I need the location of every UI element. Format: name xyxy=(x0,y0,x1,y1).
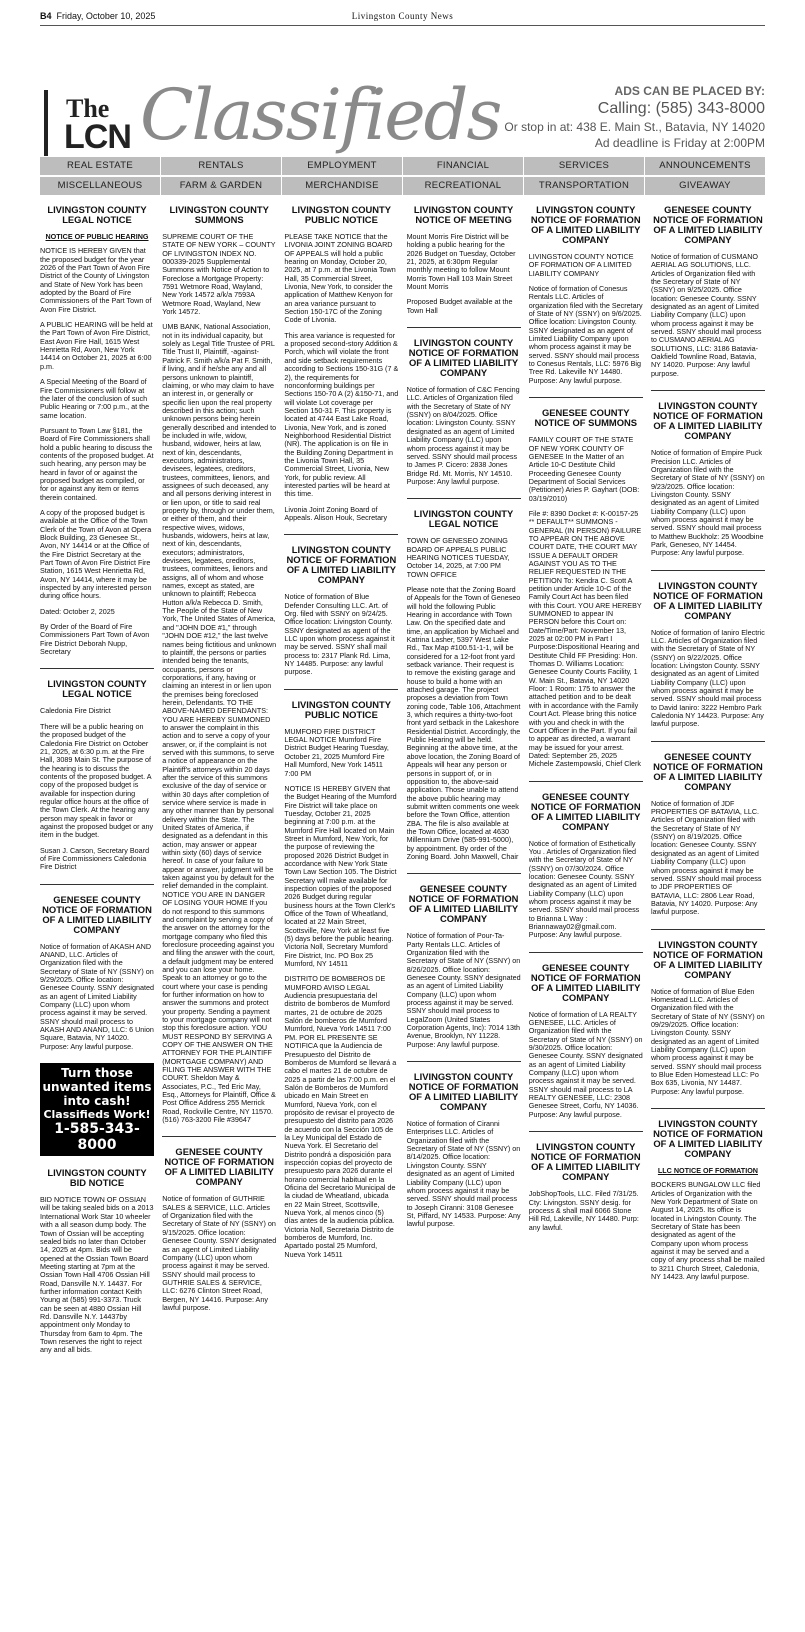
notice-paragraph: Notice of formation of Blue Defender Consulting LLC. Art. of Org. filed with SSNY on 9/24/25. Office location: Livingston County. SSNY designated as agent of the LLC upon whom process against it may be served. SSNY shall mail process to: 2317 Plank Rd. Lima, NY 14485. Purpose: any lawful purpose. xyxy=(284,592,395,677)
category-tab[interactable]: FINANCIAL xyxy=(403,157,524,175)
notice-title: LIVINGSTON COUNTY NOTICE OF MEETING xyxy=(413,205,514,225)
notice-paragraph: Notice of formation of GUTHRIE SALES & SERVICE, LLC. Articles of Organization filed with the Secretary of State of NY (SSNY) on 9/15/2025. Office location: Genesee County. SSNY designated as an agent of Limited Liability Company (LLC) upon whom process against it may be served. SSNY should mail process to GUTHRIE SALES & SERVICE, LLC: 6276 Clinton Street Road, Bergen, NY 14416. Purpose: Any lawful purpose. xyxy=(162,1194,277,1312)
notice-title: LIVINGSTON COUNTY BID NOTICE xyxy=(47,1167,147,1189)
divider xyxy=(284,689,398,690)
notice-paragraph: Notice of formation of AKASH AND ANAND, LLC. Articles of Organization filed with the Secretary of State of NY (SSNY) on 9/29/2025. Office location: Genesee County. SSNY designated as an agent of Limited Liability Company (LLC) upon whom process against it may be served. SSNY should mail process to AKASH AND ANAND, LLC: 6 Union Square, Batavia, NY 14020. Purpose: Any lawful purpose. xyxy=(40,941,154,1051)
legal-notice xyxy=(40,1168,154,1355)
issue-date: Friday, October 10, 2025 xyxy=(56,11,156,21)
notice-paragraph: Mount Morris Fire District will be holding a public hearing for the 2026 Budget on Tuesday, October 21, 2025, at 6:30pm Regular monthly meeting to follow Mount Morris Town Hall 103 Main Street Mount Morris xyxy=(406,232,516,292)
notice-title: LIVINGSTON COUNTY NOTICE OF FORMATION OF A LIMITED LIABILITY COMPANY xyxy=(408,337,519,379)
category-tab[interactable]: EMPLOYMENT xyxy=(282,157,403,175)
notice-paragraph: Caledonia Fire District xyxy=(40,706,111,716)
legal-notice xyxy=(40,679,154,871)
legal-notice xyxy=(651,1119,765,1281)
masthead xyxy=(40,72,765,162)
notice-paragraph: This area variance is requested for a proposed second-story Addition & Porch, which will violate the front and side setback requirements according to Sections 150-31G (7 & 2), the requirements for nonconforming buildings per Sections 150-70 A (2) &150-71, and will violate Lot coverage per Section 150-31 F. This property is located at 4744 East Lake Road, Livonia, New York, and is zoned Neighborhood Residential District (NR). The application is on file in the Building Zoning Department in the Livonia Town Hall, 35 Commercial Street, Livonia, New York, for public review. All interested parties will be heard at this time. xyxy=(284,330,399,499)
column-4 xyxy=(407,205,521,1625)
column-5 xyxy=(529,205,643,1625)
notice-paragraph: There will be a public hearing on the proposed budget of the Caledonia Fire District on October 21, 2025, at 6:30 p.m. at the Fire Hall, 3089 Main St. The purpose of the hearing is to discuss the contents of the proposed budget. A copy of the proposed budget is available for inspection during regular office hours at the office of the Town Clerk. At the hearing any person may speak in favor or against the proposed budget or any item in the budget. xyxy=(40,721,154,840)
notice-paragraph: Notice of formation of Conesus Rentals LLC. Articles of organization filed with the Secretary of State of NY (SSNY) on 9/6/2025. Office location: Livingston County. SSNY designated as an agent of Limited Liability Company upon whom process against it may be served. SSNY should mail process to Conesus Rentals, LLC: 5976 Big Tree Rd. Lakeville NY 14480. Purpose: Any lawful purpose. xyxy=(528,284,643,385)
ad-placement-info xyxy=(504,84,765,150)
legal-notice xyxy=(407,509,521,861)
legal-notice xyxy=(651,205,765,378)
category-tab[interactable]: MERCHANDISE xyxy=(282,177,403,195)
promo-phone: 1-585-343-8000 xyxy=(54,1121,140,1154)
notice-paragraph: Notice of formation of Esthetically You . Articles of Organization filed with the Secretary of State of NY (SSNY) on 07/30/2024. Office location: Genesee County. SSNY designated as an agent of Limited Liability Company (LLC) upon whom process against it may be served. SSNY should mail process to Brianna L Way : Briannaway02@gmail.com. Purpose: Any lawful purpose. xyxy=(528,838,640,940)
notice-title: LIVINGSTON COUNTY NOTICE OF FORMATION OF A LIMITED LIABILITY COMPANY xyxy=(408,1071,519,1113)
notice-subtitle: NOTICE OF PUBLIC HEARING xyxy=(45,232,149,241)
category-tab[interactable]: SERVICES xyxy=(524,157,645,175)
legal-notice xyxy=(284,700,398,1259)
classifieds-title: Classifieds xyxy=(140,74,501,156)
legal-notice xyxy=(284,545,398,676)
notice-title: GENESEE COUNTY NOTICE OF FORMATION OF A LIMITED LIABILITY COMPANY xyxy=(164,1146,275,1188)
divider xyxy=(651,929,765,930)
legal-notice xyxy=(40,895,154,1051)
category-tab[interactable]: ANNOUNCEMENTS xyxy=(659,160,751,171)
notice-title: LIVINGSTON COUNTY NOTICE OF FORMATION OF A LIMITED LIABILITY COMPANY xyxy=(653,1118,763,1160)
legal-notice xyxy=(529,963,643,1119)
divider xyxy=(407,1061,521,1062)
top-bar xyxy=(40,10,765,26)
logo-lcn: LCN xyxy=(64,118,131,156)
notice-columns xyxy=(40,205,765,1625)
notice-paragraph: NOTICE IS HEREBY GIVEN that the proposed budget for the year 2026 of the Part Town of Avon Fire District of the County of Livingston and State of New York has been adopted by the Board of Fire Commissioners of the Part Town of Avon Fire District. xyxy=(40,246,152,314)
category-tab[interactable]: FARM & GARDEN xyxy=(161,177,282,195)
notice-paragraph: JobShopTools, LLC. Filed 7/31/25. Cty: Livingston. SSNY desig. for process & shall mail 6066 Stone Hill Rd, Lakeville, NY 14480. Purp: any lawful. xyxy=(528,1189,639,1232)
notice-paragraph: MUMFORD FIRE DISTRICT LEGAL NOTICE Mumford Fire District Budget Hearing Tuesday, October 21, 2025 Mumford Fire Hall Mumford, New York 14511 7:00 PM xyxy=(284,726,389,778)
divider xyxy=(40,884,154,885)
legal-notice xyxy=(407,205,521,315)
divider xyxy=(407,498,521,499)
notice-title: GENESEE COUNTY NOTICE OF FORMATION OF A LIMITED LIABILITY COMPANY xyxy=(408,883,519,925)
column-2 xyxy=(162,205,276,1625)
legal-notice xyxy=(529,408,643,768)
notice-paragraph: Notice of formation of CUSMANO AERIAL AG SOLUTIONS, LLC. Articles of Organization filed with the Secretary of State of NY (SSNY) on 9/25/2025. Office location: Genesee County. SSNY designated as an agent of Limited Liability Company (LLC) upon whom process against it may be served. SSNY should mail process to CUSMANO AERIAL AG SOLUTIONS, LLC: 3186 Batavia-Oakfield Townline Road, Batavia, NY 14020. Purpose: Any lawful purpose. xyxy=(650,252,762,378)
notice-paragraph: Notice of formation of Empire Puck Precision LLC. Articles of Organization filed with the Secretary of State of NY (SSNY) on 9/23/2025. Office location: Livingston County. SSNY designated as an agent of Limited Liability Company (LLC) upon whom process against it may be served. SSNY should mail process to Matthew Buckholz: 25 Woodbine Park, Geneseo, NY 14454. Purpose: Any lawful purpose. xyxy=(650,448,765,558)
column-6 xyxy=(651,205,765,1625)
notice-paragraph: Notice of formation of JDF PROPERTIES OF BATAVIA, LLC. Articles of Organization filed with the Secretary of State of NY (SSNY) on 8/19/2025. Office location: Genesee County. SSNY designated as an agent of Limited Liability Company (LLC) upon whom process against it may be served. SSNY should mail process to JDF PROPERTIES OF BATAVIA, LLC: 2806 Lear Road, Batavia, NY 14020. Purpose: Any lawful purpose. xyxy=(650,798,762,917)
divider xyxy=(529,1131,643,1132)
promo-line-3: into cash! xyxy=(63,1094,131,1109)
notice-title: GENESEE COUNTY NOTICE OF FORMATION OF A LIMITED LIABILITY COMPANY xyxy=(653,205,763,245)
promo-line-2: unwanted items xyxy=(42,1080,152,1095)
category-tab[interactable]: RENTALS xyxy=(161,157,282,175)
legal-notice xyxy=(162,1147,276,1312)
category-tab[interactable]: RECREATIONAL xyxy=(403,177,524,195)
category-tab[interactable]: MISCELLANEOUS xyxy=(40,177,161,195)
category-nav xyxy=(40,157,765,197)
notice-paragraph: A PUBLIC HEARING will be held at the Part Town of Avon Fire District, East Avon Fire Hall, 1615 West Henrietta Rd, Avon, New York 14414 on October 21, 2025 at 6:00 p.m. xyxy=(40,320,153,371)
logo-the: The xyxy=(66,94,110,123)
legal-notice xyxy=(407,1072,521,1228)
notice-paragraph: PLEASE TAKE NOTICE that the LIVONIA JOINT ZONING BOARD OF APPEALS will hold a public hearing on Monday, October 20, 2025, at 7 p.m. at the Livonia Town Hall, 35 Commercial Street, Livonia, New York, to consider the application of Matthew Kenyon for an area variance pursuant to Section 150-17C of the Zoning Code of Livonia. xyxy=(284,232,396,325)
notice-title: GENESEE COUNTY NOTICE OF FORMATION OF A LIMITED LIABILITY COMPANY xyxy=(530,790,641,832)
notice-title: LIVINGSTON COUNTY NOTICE OF FORMATION OF A LIMITED LIABILITY COMPANY xyxy=(530,1141,641,1183)
notice-title: GENESEE COUNTY NOTICE OF FORMATION OF A LIMITED LIABILITY COMPANY xyxy=(530,961,641,1003)
category-tab[interactable]: TRANSPORTATION xyxy=(524,177,645,195)
notice-paragraph: Livonia Joint Zoning Board of Appeals. Alison Houk, Secretary xyxy=(284,504,388,522)
divider xyxy=(651,390,765,391)
address-line: Or stop in at: 438 E. Main St., Batavia, NY 14020 xyxy=(504,120,765,134)
notice-paragraph: SUPREME COURT OF THE STATE OF NEW YORK – COUNTY OF LIVINGSTON INDEX NO. 000339-2025 Supplemental Summons with Notice of Action to Foreclose a Mortgage Property: 7591 Wetmore Road, Wayland, New York 14572 a/k/a 7593A Wetmore Road, Wayland, New York 14572. xyxy=(162,232,276,317)
notice-paragraph: LIVINGSTON COUNTY NOTICE OF FORMATION OF A LIMITED LIABILITY COMPANY xyxy=(528,252,634,278)
divider xyxy=(651,570,765,571)
legal-notice xyxy=(40,205,154,656)
notice-paragraph: File #: 8390 Docket #: K-00157-25 ** DEFAULT** SUMMONS - GENERAL (IN PERSON) FAILURE TO APPEAR ON THE ABOVE COURT DATE, THE COURT MAY ISSUE A DEFAULT ORDER AGAINST YOU AS TO THE RELIEF REQUESTED IN THE PETITION To: Kendra C. Scott A petition under Article 10-C of the Family Court Act has been filed with this Court. YOU ARE HEREBY SUMMONED to appear IN PERSON before this Court on: Date/Time/Part: November 13, 2025 at 02:00 PM in Part I Purpose:Dispositional Hearing and Destitute Child FF Presiding: Hon. Thomas D. Williams Location: Genesee County Courts Facility, 1 W. Main St., Batavia, NY 14020 Floor: 1 Room: 175 to answer the attached petition and to be dealt with in accordance with the Family Court Act. Please bring this notice with you and check in with the Court Officer in the Part. If you fail to appear as directed, a warrant may be issued for your arrest. Dated: September 25, 2025 Michele Zastempowski, Chief Clerk xyxy=(528,508,642,769)
notice-paragraph: Notice of formation of Blue Eden Homestead LLC. Articles of Organization filed with the Secretary of State of NY (SSNY) on 09/29/2025. Office location: Livingston County. SSNY designated as an agent of Limited Liability Company (LLC) upon whom process against it may be served. SSNY should mail process to Blue Eden Homestead LLC: Po Box 635, Livonia, NY 14487. Purpose: Any lawful purpose. xyxy=(650,986,765,1096)
divider xyxy=(529,952,643,953)
category-tab[interactable]: GIVEAWAY xyxy=(679,180,731,191)
notice-paragraph: Please note that the Zoning Board of Appeals for the Town of Geneseo will hold the following Public Hearing in accordance with Town Law. On the specified date and time, an application by Michael and Katrina Lasher, 5397 West Lake Rd., Tax Map #100.51-1-1, will be considered for a 12-foot front yard setback variance. Their request is to remove the existing garage and house to build a home with an attached garage. The project proposes a deviation from Town zoning code, Table 106, Attachment 3, which requires a thirty-two-foot front yard setback in the Lakeshore Residential District. Accordingly, the Public Hearing will be held. Beginning at the above time, at the above location, the Zoning Board of Appeals will hear any person or persons in support of, or in opposition to, the above-said application. Those unable to attend the above public hearing may submit written comments one week before the Town Office, attention ZBA. The file is also available at the Town Office, located at 4630 Millennium Drive (585-991-5000), by appointment. By order of the Zoning Board. John Maxwell, Chair xyxy=(406,584,521,861)
legal-notice xyxy=(162,205,276,1124)
notice-title: LIVINGSTON COUNTY NOTICE OF FORMATION OF A LIMITED LIABILITY COMPANY xyxy=(286,544,397,586)
divider xyxy=(407,873,521,874)
notice-title: LIVINGSTON COUNTY SUMMONS xyxy=(169,205,269,225)
notice-title: LIVINGSTON COUNTY NOTICE OF FORMATION OF A LIMITED LIABILITY COMPANY xyxy=(653,400,763,442)
legal-notice xyxy=(529,205,643,385)
column-3 xyxy=(284,205,398,1625)
notice-paragraph: Notice of formation of Pour-Ta-Party Rentals LLC. Articles of Organization filed with the Secretary of State of NY (SSNY) on 8/26/2025. Office location: Genesee County. SSNY designated as an agent of Limited Liability Company (LLC) upon whom process against it may be served. SSNY should mail process to LegalZoom (United States Corporation Agents, Inc): 7014 13th Avenue, Brooklyn, NY 11228. Purpose: Any lawful purpose. xyxy=(406,931,521,1049)
column-1 xyxy=(40,205,154,1625)
notice-paragraph: BID NOTICE TOWN OF OSSIAN will be taking sealed bids on a 2013 International Work Star 10 wheeler with a all season dump body. The Town of Ossian will be accepting sealed bids no later than October 14, 2025 at 4pm. Bids will be opened at the Ossian Town Board Meeting starting at 7pm at the Ossian Town Hall 4706 Ossian Hill Road, Dansville N.Y. 14437. For further information contact Keith Young at (585) 991-3373. Truck can be seen at 4880 Ossian Hill Rd. Dansville N.Y. 14437by appointment only Monday to Thursday from 6am to 4pm. The Town reserves the right to reject any and all bids. xyxy=(40,1195,154,1355)
legal-notice xyxy=(651,581,765,729)
notice-title: GENESEE COUNTY NOTICE OF FORMATION OF A LIMITED LIABILITY COMPANY xyxy=(42,893,152,935)
notice-paragraph: Notice of formation of LA REALTY GENESEE, LLC. Articles of Organization filed with the Secretary of State of NY (SSNY) on 9/30/2025. Office location: Genesee County. SSNY designated as an agent of Limited Liability Company (LLC) upon whom process against it may be served. SSNY should mail process to LA REALTY GENESEE, LLC: 2308 Genesee Street, Corfu, NY 14036. Purpose: Any lawful purpose. xyxy=(528,1009,643,1119)
promo-line-1: Turn those xyxy=(61,1066,133,1081)
divider xyxy=(284,534,398,535)
page-number: B4 xyxy=(40,11,52,21)
notice-paragraph: TOWN OF GENESEO ZONING BOARD OF APPEALS PUBLIC HEARING NOTICES TUESDAY, October 14, 2025, at 7:00 PM TOWN OFFICE xyxy=(406,536,510,579)
notice-paragraph: Susan J. Carson, Secretary Board of Fire Commissioners Caledonia Fire District xyxy=(40,845,150,872)
category-row-1 xyxy=(40,157,765,175)
notice-paragraph: UMB BANK, National Association, not in its individual capacity, but solely as Legal Title Trustee of PRL Title Trust II, Plaintiff, -against- Patrick F. Smith a/k/a Pat F. Smith, if living, and if he/she any and all persons unknown to plaintiff, claiming, or who may claim to have an interest in, or generally or specific lien upon the real property described in this action; such unknown persons being herein generally described and intended to be included in wife, widow, husband, widower, heirs at law, next of kin, descendants, executors, administrators, devisees, legatees, creditors, trustees, committees, lienors, and assignees of such deceased, any and all persons deriving interest in or lien upon, or title to said real property by, through or under them, or either of them, and their respective wives, widows, husbands, widowers, heirs at law, next of kin, descendants, executors; administrators, devisees, legatees, creditors, trustees, committees, lienors and assigns, all of whom and whose names, except as stated, are unknown to plaintiff; Rebecca Hutton a/k/a Rebecca D. Smith, The People of the State of New York, The United States of America, and "JOHN DOE #1," through "JOHN DOE #12," the last twelve names being fictitious and unknown to plaintiff, the persons or parties intended being the tenants, occupants, persons or corporations, if any, having or claiming an interest in or lien upon the premises being foreclosed herein, Defendants. TO THE ABOVE-NAMED DEFENDANTS: YOU ARE HEREBY SUMMONED to answer the complaint in this action and to serve a copy of your answer, or, if the complaint is not served with this summons, to serve a notice of appearance on the Plaintiff's attorneys within 20 days after the service of this summons exclusive of the day of service or within 30 days after completion of service where service is made in any other manner than by personal delivery within the State. The United States of America, if designated as a defendant in this action, may answer or appear within sixty (60) days of service hereof. In case of your failure to appear or answer, judgment will be taken against you by default for the relief demanded in the complaint. NOTICE YOU ARE IN DANGER OF LOSING YOUR HOME If you do not respond to this summons and complaint by serving a copy of the answer on the attorney for the mortgage company who filed this foreclosure proceeding against you and filing the answer with the court, a default judgment may be entered and you can lose your home. Speak to an attorney or go to the court where your case is pending for further information on how to answer the summons and protect your property. Sending a payment to your mortgage company will not stop this foreclosure action. YOU MUST RESPOND BY SERVING A COPY OF THE ANSWER ON THE ATTORNEY FOR THE PLAINTIFF (MORTGAGE COMPANY) AND FILING THE ANSWER WITH THE COURT. Sheldon May & Associates, P.C., Ted Eric May, Esq., Attorneys for Plaintiff, Office & Post Office Address 255 Merrick Road, Rockville Centre, NY 11570. (516) 763-3200 File #39647 xyxy=(162,322,277,1125)
publication-name: Livingston County News xyxy=(351,11,454,21)
classifieds-promo xyxy=(40,1063,154,1156)
legal-notice xyxy=(651,752,765,917)
notice-paragraph: Notice of formation of Ciranni Enterprises LLC. Articles of Organization filed with the Secretary of State of NY (SSNY) on 8/14/2025. Office location: Livingston County. SSNY designated as an agent of Limited Liability Company (LLC) upon whom process against it may be served. SSNY should mail process to Joseph Ciranni: 3108 Genesee St, Piffard, NY 14533. Purpose: Any lawful purpose. xyxy=(406,1119,521,1229)
legal-notice xyxy=(529,792,643,940)
notice-title: LIVINGSTON COUNTY NOTICE OF FORMATION OF A LIMITED LIABILITY COMPANY xyxy=(653,938,763,980)
notice-paragraph: Notice of formation of C&C Fencing LLC. Articles of Organization filed with the Secretary of State of NY (SSNY) on 8/04/2025. Office location: Livingston County. SSNY designated as an agent of Limited Liability Company (LLC) upon whom process against it may be served. SSNY should mail process to James P. Cicero: 2838 Jones Bridge Rd. Mt. Morris, NY 14510. Purpose: Any lawful purpose. xyxy=(406,385,520,486)
notice-paragraph: A Special Meeting of the Board of Fire Commissioners will follow at the later of the conclusion of such Public Hearing or 7:00 p.m., at the same location. xyxy=(40,377,150,420)
notice-paragraph: DISTRITO DE BOMBEROS DE MUMFORD AVISO LEGAL Audiencia presupuestaria del distrito de bomberos de Mumford martes, 21 de octubre de 2025 Salón de bomberos de Mumford Mumford, Nueva York 14511 7:00 PM. POR EL PRESENTE SE NOTIFICA que la Audiencia de Presupuesto del Distrito de Bomberos de Mumford se llevará a cabo el martes 21 de octubre de 2025 a partir de las 7:00 p.m. en el Salón de Bomberos de Mumford ubicado en Main Street en Mumford, Nueva York, con el propósito de revisar el proyecto de presupuesto del distrito para 2026 de acuerdo con la Sección 105 de la Ley Municipal del Estado de Nueva York. El Secretario del Distrito pondrá a disposición para inspección copias del proyecto de presupuesto para 2026 durante el horario comercial habitual en la Oficina del Secretario Municipal de la ciudad de Wheatland, ubicada en 22 Main Street, Scottsville, Nueva York, al menos cinco (5) días antes de la audiencia pública. Victoria Noll, Secretaria Distrito de bomberos de Mumford, Inc. Apartado postal 25 Mumford, Nueva York 14511 xyxy=(284,974,397,1259)
notice-paragraph: Dated: October 2, 2025 xyxy=(40,606,115,616)
notice-paragraph: A copy of the proposed budget is available at the Office of the Town Clerk of the Town of Avon at Opera Block Building, 23 Genesee St., Avon, NY 14414 or at the Office of the Fire District Secretary at the Part Town of Avon Fire District Fire Station, 1615 West Henrietta Rd, Avon, NY 14414, where it may be inspected by any interested person during office hours. xyxy=(40,507,152,601)
legal-notice xyxy=(284,205,398,522)
notice-paragraph: By Order of the Board of Fire Commissioners Part Town of Avon Fire District Deborah Nupp, Secretary xyxy=(40,622,150,657)
divider xyxy=(40,668,154,669)
divider xyxy=(529,781,643,782)
notice-title: GENESEE COUNTY NOTICE OF FORMATION OF A LIMITED LIABILITY COMPANY xyxy=(653,750,763,792)
notice-paragraph: BOCKERS BUNGALOW LLC filed Articles of Organization with the New York Department of State on August 14, 2025. Its office is located in Livingston County. The Secretary of State has been designated as agent of the Company upon whom process against it may be served and a copy of any process shall be mailed to 3211 Church Street, Caledonia, NY 14423. Any lawful purpose. xyxy=(650,1180,765,1282)
notice-title: LIVINGSTON COUNTY LEGAL NOTICE xyxy=(47,205,147,225)
legal-notice xyxy=(651,940,765,1096)
divider xyxy=(407,327,521,328)
notice-title: LIVINGSTON COUNTY LEGAL NOTICE xyxy=(47,678,147,700)
notice-paragraph: Pursuant to Town Law §181, the Board of Fire Commissioners shall hold a public hearing to discuss the contents of the proposed budget. At such hearing, any person may be heard in favor of or against the proposed budget as compiled, or for or against any item or items therein contained. xyxy=(40,425,154,502)
notice-paragraph: Notice of formation of Ianiro Electric LLC. Articles of Organization filed with the Secretary of State of NY (SSNY) on 9/22/2025. Office location: Livingston County. SSNY designated as an agent of Limited Liability Company (LLC) upon whom process against it may be served. SSNY should mail process to David Ianiro: 3222 Hembro Park Caledonia NY 14423. Purpose: Any lawful purpose. xyxy=(650,627,765,729)
legal-notice xyxy=(407,338,521,486)
notice-paragraph: NOTICE IS HEREBY GIVEN that the Budget Hearing of the Mumford Fire District will take place on Tuesday, October 21, 2025 beginning at 7:00 p.m. at the Mumford Fire Hall located on Main Street in Mumford, New York, for the purpose of reviewing the proposed 2026 District Budget in accordance with New York State Town Law Section 105. The District Secretary will make available for inspection copies of the proposed 2026 Budget during regular business hours at the Town Clerk's Office of the Town of Wheatland, located at 22 Main Street, Scottsville, New York at least five (5) days before the public hearing. Victoria Noll, Secretary Mumford Fire District, Inc. PO Box 25 Mumford, NY 14511 xyxy=(284,783,397,969)
divider xyxy=(651,1108,765,1109)
notice-paragraph: FAMILY COURT OF THE STATE OF NEW YORK COUNTY OF GENESEE In the Matter of an Article 10-C Destitute Child Proceeding Genesee County Department of Social Services (Petitioner) Aries P. Gayhart (DOB: 03/19/2010) xyxy=(528,435,640,503)
notice-title: LIVINGSTON COUNTY PUBLIC NOTICE xyxy=(291,205,392,225)
divider xyxy=(529,397,643,398)
legal-notice xyxy=(407,884,521,1049)
legal-notice xyxy=(651,401,765,557)
divider xyxy=(162,1136,276,1137)
category-tab[interactable]: REAL ESTATE xyxy=(40,157,161,175)
phone-line: Calling: (585) 343-8000 xyxy=(597,100,765,117)
notice-title: GENESEE COUNTY NOTICE OF SUMMONS xyxy=(534,407,638,429)
notice-title: LIVINGSTON COUNTY NOTICE OF FORMATION OF A LIMITED LIABILITY COMPANY xyxy=(530,205,641,245)
promo-line-4: Classifieds Work! xyxy=(43,1108,151,1122)
notice-subtitle: LLC NOTICE OF FORMATION xyxy=(657,1166,758,1176)
divider xyxy=(651,741,765,742)
notice-paragraph: Proposed Budget available at the Town Hall xyxy=(406,297,513,315)
legal-notice xyxy=(529,1142,643,1232)
deadline-line: Ad deadline is Friday at 2:00PM xyxy=(594,136,765,150)
category-row-2 xyxy=(40,177,765,195)
ads-heading: ADS CAN BE PLACED BY: xyxy=(614,84,765,98)
notice-title: LIVINGSTON COUNTY NOTICE OF FORMATION OF A LIMITED LIABILITY COMPANY xyxy=(653,579,763,621)
notice-title: LIVINGSTON COUNTY LEGAL NOTICE xyxy=(413,508,514,530)
notice-title: LIVINGSTON COUNTY PUBLIC NOTICE xyxy=(291,698,392,720)
